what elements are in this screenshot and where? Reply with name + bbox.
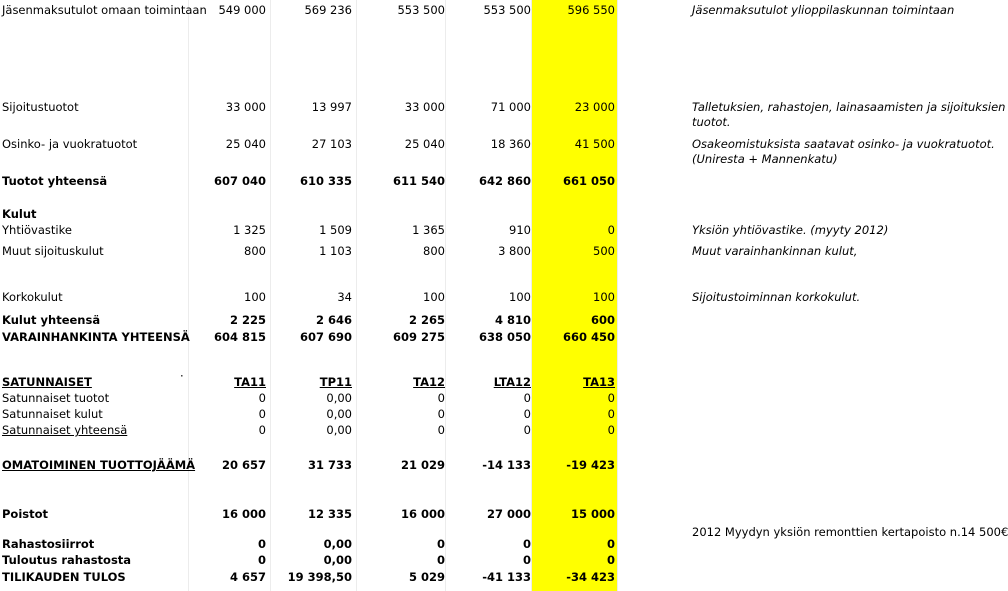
- cell: 611 540: [392, 174, 445, 188]
- cell: 1 103: [319, 244, 352, 258]
- cell: 800: [423, 244, 445, 258]
- cell: 3 800: [498, 244, 531, 258]
- cell: 0: [523, 423, 531, 437]
- cell: 23 000: [574, 100, 615, 114]
- row-label: Satunnaiset tuotot: [2, 391, 110, 405]
- cell: 553 500: [483, 3, 531, 17]
- cell: 27 103: [311, 137, 352, 151]
- table-row: [0, 100, 1006, 129]
- cell: 607 690: [299, 330, 352, 344]
- cell: 20 657: [221, 458, 266, 472]
- cell: 610 335: [299, 174, 352, 188]
- cell: 2 646: [315, 313, 352, 327]
- cell: 609 275: [392, 330, 445, 344]
- cell: 33 000: [404, 100, 445, 114]
- cell: 0: [523, 391, 531, 405]
- cell: 0,00: [326, 407, 352, 421]
- cell: 15 000: [570, 507, 615, 521]
- cell: 0: [258, 423, 266, 437]
- column-header: TP11: [319, 375, 352, 389]
- row-note: Jäsenmaksutulot ylioppilaskunnan toimintaan: [692, 3, 955, 17]
- row-label: Satunnaiset kulut: [2, 407, 103, 421]
- cell: 13 997: [311, 100, 352, 114]
- cell: 0: [257, 553, 266, 567]
- table-row: [0, 244, 960, 260]
- cell: 600: [590, 313, 615, 327]
- cell: 0: [437, 391, 445, 405]
- cell: 5 029: [408, 570, 445, 584]
- row-label: Rahastosiirrot: [2, 537, 95, 551]
- cell: 0: [606, 537, 615, 551]
- cell: 25 040: [225, 137, 266, 151]
- cell: 4 810: [494, 313, 531, 327]
- row-label: Osinko- ja vuokratuotot: [2, 137, 138, 151]
- column-header: LTA12: [493, 375, 531, 389]
- cell: 569 236: [304, 3, 352, 17]
- cell: 0: [522, 537, 531, 551]
- table-row: [0, 407, 960, 423]
- row-label: Satunnaiset yhteensä: [2, 423, 128, 437]
- cell: 33 000: [225, 100, 266, 114]
- row-label: Tuotot yhteensä: [2, 174, 108, 188]
- row-label: TILIKAUDEN TULOS: [2, 570, 126, 584]
- cell: 100: [244, 290, 266, 304]
- row-label: Kulut: [2, 207, 37, 221]
- table-row: [0, 223, 960, 239]
- cell: 0: [437, 423, 445, 437]
- row-note: Osakeomistuksista saatavat osinko- ja vuokratuotot.: [692, 137, 995, 151]
- row-note: Sijoitustoiminnan korkokulut.: [692, 290, 861, 304]
- table-row: [0, 391, 960, 407]
- row-label: Jäsenmaksutulot omaan toimintaan: [2, 3, 207, 17]
- cell: 0,00: [326, 391, 352, 405]
- cell: 31 733: [307, 458, 352, 472]
- cell: 800: [244, 244, 266, 258]
- row-label: Kulut yhteensä: [2, 313, 101, 327]
- column-header: TA13: [583, 375, 615, 389]
- cell: 100: [593, 290, 615, 304]
- row-label: Sijoitustuotot: [2, 100, 79, 114]
- row-label: Muut sijoituskulut: [2, 244, 104, 258]
- row-label: OMATOIMINEN TUOTTOJÄÄMÄ: [2, 458, 196, 472]
- table-row: [0, 507, 960, 523]
- table-row: [0, 458, 960, 474]
- cell: 0: [607, 391, 615, 405]
- cell: 642 860: [478, 174, 531, 188]
- cell: 0: [606, 553, 615, 567]
- cell: 607 040: [213, 174, 266, 188]
- dot-mark: ·: [180, 369, 184, 383]
- cell: 100: [509, 290, 531, 304]
- cell: 100: [423, 290, 445, 304]
- cell: 0: [258, 391, 266, 405]
- cell: 25 040: [404, 137, 445, 151]
- cell: 553 500: [397, 3, 445, 17]
- side-note: 2012 Myydyn yksiön remonttien kertapoisto n.14 500€: [692, 525, 1008, 539]
- cell: 0: [437, 407, 445, 421]
- table-row: [0, 137, 995, 166]
- cell: 0: [436, 553, 445, 567]
- cell: 0,00: [323, 537, 352, 551]
- table-header-row: [0, 369, 960, 391]
- row-note-line2: tuotot.: [692, 115, 731, 129]
- cell: 71 000: [490, 100, 531, 114]
- row-label: Poistot: [2, 507, 49, 521]
- row-label: Tuloutus rahastosta: [2, 553, 132, 567]
- cell: 2 265: [408, 313, 445, 327]
- row-note-line2: (Uniresta + Mannenkatu): [692, 152, 838, 166]
- cell: 661 050: [562, 174, 615, 188]
- cell: 1 325: [233, 223, 266, 237]
- cell: 18 360: [490, 137, 531, 151]
- table-row: [0, 330, 960, 346]
- cell: 12 335: [307, 507, 352, 521]
- cell: 549 000: [218, 3, 266, 17]
- cell: -19 423: [566, 458, 615, 472]
- cell: -34 423: [566, 570, 615, 584]
- cell: 596 550: [567, 3, 615, 17]
- row-note: Muut varainhankinnan kulut,: [692, 244, 858, 258]
- cell: 1 365: [412, 223, 445, 237]
- section-heading: [0, 207, 960, 223]
- cell: 19 398,50: [287, 570, 352, 584]
- cell: 0: [257, 537, 266, 551]
- cell: 27 000: [486, 507, 531, 521]
- cell: 4 657: [229, 570, 266, 584]
- row-label: Yhtiövastike: [2, 223, 72, 237]
- cell: 0: [607, 223, 615, 237]
- cell: 604 815: [213, 330, 266, 344]
- cell: 0: [607, 423, 615, 437]
- cell: 500: [593, 244, 615, 258]
- cell: -14 133: [482, 458, 531, 472]
- table-row: [0, 3, 960, 19]
- table-row: [0, 290, 960, 306]
- table-row: [0, 174, 960, 190]
- cell: 16 000: [400, 507, 445, 521]
- cell: 660 450: [562, 330, 615, 344]
- row-label: Korkokulut: [2, 290, 63, 304]
- cell: 0: [607, 407, 615, 421]
- column-header: TA12: [413, 375, 445, 389]
- cell: 0: [436, 537, 445, 551]
- cell: 0: [258, 407, 266, 421]
- cell: 34: [337, 290, 352, 304]
- cell: 16 000: [221, 507, 266, 521]
- table-row: [0, 423, 960, 439]
- cell: 0,00: [326, 423, 352, 437]
- cell: 0,00: [323, 553, 352, 567]
- cell: 910: [509, 223, 531, 237]
- cell: 41 500: [574, 137, 615, 151]
- table-row: [0, 553, 960, 569]
- cell: 1 509: [319, 223, 352, 237]
- table-row: [0, 570, 960, 586]
- cell: 0: [523, 407, 531, 421]
- cell: 638 050: [478, 330, 531, 344]
- column-header: TA11: [234, 375, 266, 389]
- table-row: [0, 537, 960, 553]
- row-label: SATUNNAISET: [2, 375, 92, 389]
- cell: 21 029: [400, 458, 445, 472]
- row-note: Talletuksien, rahastojen, lainasaamisten ja sijoituksien: [692, 100, 1006, 114]
- row-label: VARAINHANKINTA YHTEENSÄ: [2, 330, 190, 344]
- cell: 2 225: [229, 313, 266, 327]
- cell: -41 133: [482, 570, 531, 584]
- cell: 0: [522, 553, 531, 567]
- row-note: Yksiön yhtiövastike. (myyty 2012): [692, 223, 889, 237]
- table-row: [0, 313, 960, 329]
